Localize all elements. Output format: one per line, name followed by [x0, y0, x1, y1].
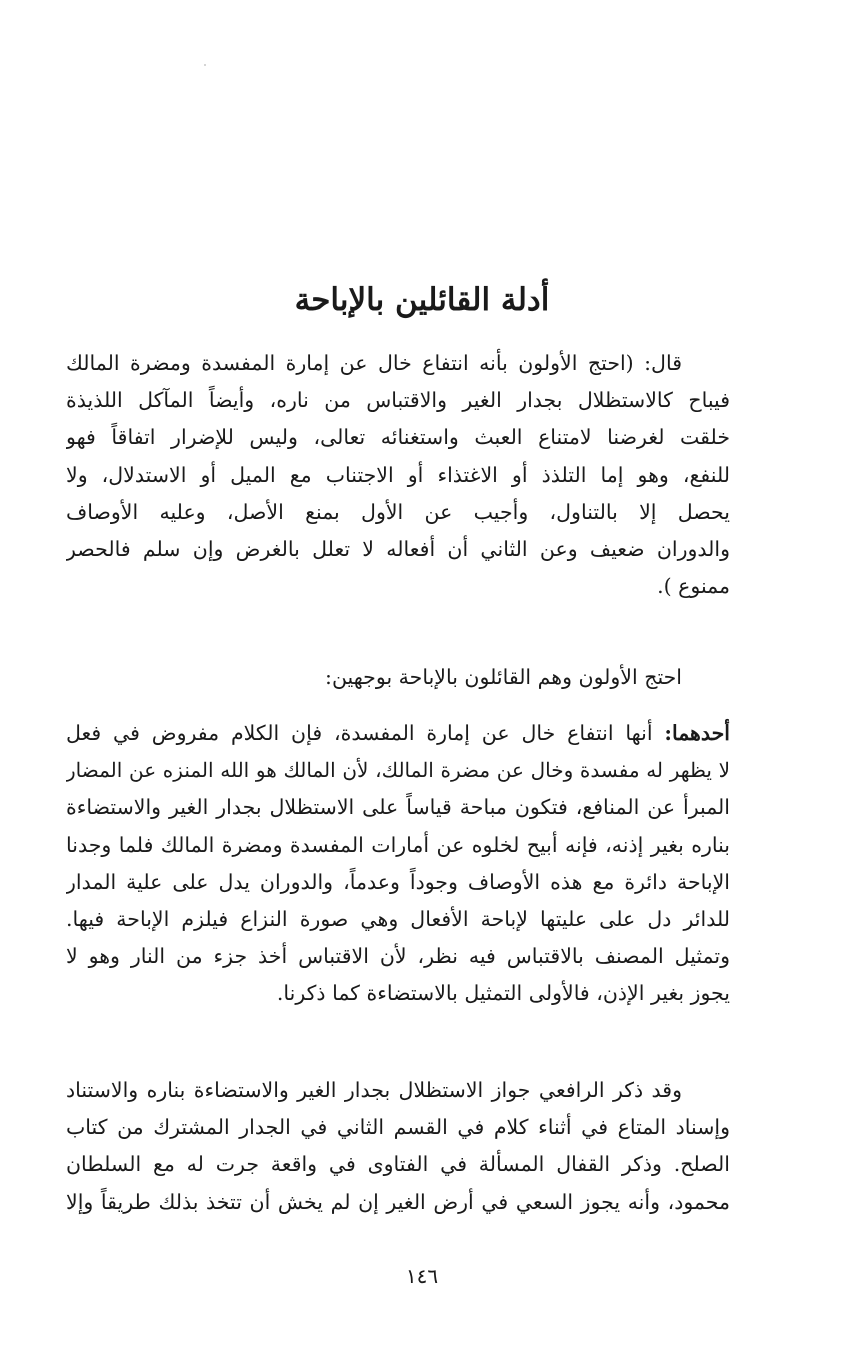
text-line: للدائر دل على عليتها لإباحة الأفعال وهي صورة النزاع فيلزم الإباحة فيها.	[66, 907, 730, 932]
section-heading: أدلة القائلين بالإباحة	[294, 282, 550, 318]
argument-lead-word: أحدهما:	[664, 721, 730, 745]
text-line: قال: (احتج الأولون بأنه انتفاع خال عن إمارة المفسدة ومضرة المالك	[66, 351, 682, 375]
text-line: للنفع، وهو إما التلذذ أو الاغتذاء أو الاجتناب مع الميل أو الاستدلال، ولا	[66, 462, 730, 487]
text-line: احتج الأولون وهم القائلون بالإباحة بوجهين:	[325, 665, 682, 689]
text-line: وقد ذكر الرافعي جواز الاستظلال بجدار الغير والاستضاءة بناره والاستناد	[66, 1078, 682, 1102]
text-line: الإباحة دائرة مع هذه الأوصاف وجوداً وعدماً، والدوران يدل على علية المدار	[66, 869, 730, 894]
text-line: وتمثيل المصنف بالاقتباس فيه نظر، لأن الاقتباس أخذ جزء من النار وهو لا	[66, 944, 730, 969]
rafii-paragraph	[66, 1072, 730, 1221]
text-line: وإسناد المتاع في أثناء كلام في القسم الثاني في الجدار المشترك من كتاب	[66, 1115, 730, 1140]
text-line: لا يظهر له مفسدة وخال عن مضرة المالك، لأن المالك هو الله المنزه عن المضار	[66, 758, 730, 783]
text-line: خلقت لغرضنا لامتناع العبث واستغنائه تعالى، وليس للإضرار اتفاقاً فهو	[66, 425, 730, 450]
quoted-matn-paragraph	[66, 345, 730, 605]
text-line: فيباح كالاستظلال بجدار الغير والاقتباس من ناره، وأيضاً المآكل اللذيذة	[66, 388, 730, 413]
text-line	[66, 715, 730, 752]
first-argument-paragraph	[66, 715, 730, 1013]
page-number: ١٤٦	[405, 1264, 439, 1288]
text-line: المبرأ عن المنافع، فتكون مباحة قياساً على الاستظلال بجدار الغير والاستضاءة	[66, 795, 730, 820]
intro-paragraph	[66, 659, 730, 696]
scan-speck	[204, 64, 206, 66]
text-line: يجوز بغير الإذن، فالأولى التمثيل بالاستضاءة كما ذكرنا.	[276, 981, 730, 1006]
text-line: محمود، وأنه يجوز السعي في أرض الغير إن لم يخش أن تتخذ بذلك طريقاً وإلا	[66, 1189, 730, 1214]
text-line: الصلح. وذكر القفال المسألة في الفتاوى في واقعة جرت له مع السلطان	[66, 1152, 730, 1177]
text-line: بناره بغير إذنه، فإنه أبيح لخلوه عن أمارات المفسدة ومضرة المالك فلما وجدنا	[66, 832, 730, 857]
text-line: يحصل إلا بالتناول، وأجيب عن الأول بمنع الأصل، وعليه الأوصاف	[66, 499, 730, 524]
text-line: والدوران ضعيف وعن الثاني أن أفعاله لا تعلل بالغرض وإن سلم فالحصر	[66, 537, 730, 562]
text-line-rest: أنها انتفاع خال عن إمارة المفسدة، فإن الكلام مفروض في فعل	[66, 721, 653, 745]
text-line: ممنوع ).	[657, 574, 730, 599]
